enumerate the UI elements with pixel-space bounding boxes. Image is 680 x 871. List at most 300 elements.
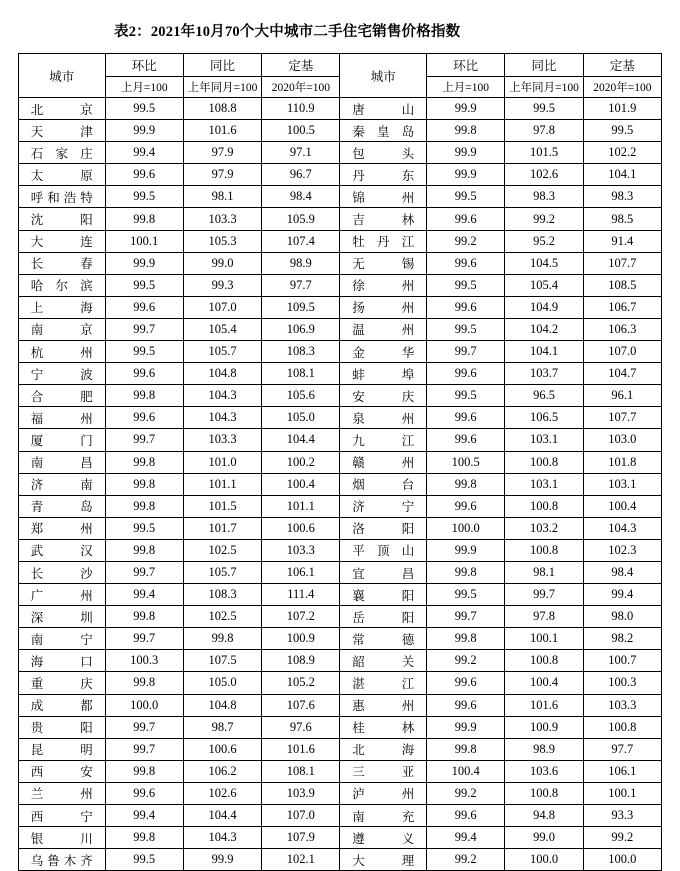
cell-city-left bbox=[19, 473, 106, 495]
cell-mom-right: 99.6 bbox=[427, 208, 505, 230]
cell-city-left bbox=[19, 561, 106, 583]
cell-mom-right: 99.8 bbox=[427, 738, 505, 760]
page-title: 表2：2021年10月70个大中城市二手住宅销售价格指数 bbox=[114, 24, 461, 40]
header-group-base-right: 定基 bbox=[583, 54, 661, 77]
city-name: 桂林 bbox=[352, 721, 415, 736]
cell-base-left: 108.1 bbox=[262, 760, 340, 782]
cell-base-right: 106.1 bbox=[583, 760, 661, 782]
city-name: 太原 bbox=[30, 168, 93, 183]
cell-base-right: 107.7 bbox=[583, 252, 661, 274]
cell-yoy-right: 100.0 bbox=[505, 849, 583, 871]
cell-city-right bbox=[340, 561, 427, 583]
cell-mom-left: 99.7 bbox=[105, 716, 183, 738]
cell-base-left: 105.0 bbox=[262, 407, 340, 429]
cell-base-right: 100.1 bbox=[583, 782, 661, 804]
cell-city-left bbox=[19, 716, 106, 738]
cell-mom-right: 99.6 bbox=[427, 363, 505, 385]
cell-mom-right: 99.8 bbox=[427, 628, 505, 650]
cell-base-right: 91.4 bbox=[583, 230, 661, 252]
table-row bbox=[19, 98, 662, 120]
table-row bbox=[19, 650, 662, 672]
cell-city-right bbox=[340, 606, 427, 628]
cell-yoy-left: 104.8 bbox=[183, 363, 261, 385]
cell-city-right bbox=[340, 495, 427, 517]
cell-base-right: 107.0 bbox=[583, 341, 661, 363]
cell-mom-right: 99.5 bbox=[427, 274, 505, 296]
cell-city-right bbox=[340, 672, 427, 694]
cell-city-left bbox=[19, 782, 106, 804]
cell-city-left bbox=[19, 584, 106, 606]
cell-yoy-right: 100.8 bbox=[505, 495, 583, 517]
cell-yoy-right: 100.9 bbox=[505, 716, 583, 738]
city-name: 济南 bbox=[30, 478, 93, 493]
city-name: 武汉 bbox=[30, 544, 93, 559]
table-row bbox=[19, 672, 662, 694]
table-row bbox=[19, 606, 662, 628]
city-name: 天津 bbox=[30, 124, 93, 139]
cell-city-left bbox=[19, 318, 106, 340]
city-name: 九江 bbox=[352, 433, 415, 448]
cell-base-right: 100.4 bbox=[583, 495, 661, 517]
cell-yoy-right: 103.7 bbox=[505, 363, 583, 385]
table-row bbox=[19, 318, 662, 340]
cell-base-left: 101.1 bbox=[262, 495, 340, 517]
table-row bbox=[19, 451, 662, 473]
cell-city-right bbox=[340, 142, 427, 164]
city-name: 常德 bbox=[352, 632, 415, 647]
cell-base-left: 107.9 bbox=[262, 827, 340, 849]
table-row bbox=[19, 584, 662, 606]
cell-city-left bbox=[19, 164, 106, 186]
price-index-table bbox=[18, 53, 662, 871]
city-name: 徐州 bbox=[352, 279, 415, 294]
cell-base-left: 108.9 bbox=[262, 650, 340, 672]
header-group-base-left: 定基 bbox=[262, 54, 340, 77]
cell-mom-right: 99.4 bbox=[427, 827, 505, 849]
city-name: 杭州 bbox=[30, 345, 93, 360]
table-body bbox=[19, 98, 662, 871]
cell-city-left bbox=[19, 385, 106, 407]
cell-yoy-right: 96.5 bbox=[505, 385, 583, 407]
cell-base-left: 103.9 bbox=[262, 782, 340, 804]
cell-base-right: 104.1 bbox=[583, 164, 661, 186]
table-row bbox=[19, 252, 662, 274]
cell-mom-left: 99.8 bbox=[105, 760, 183, 782]
city-name: 锦州 bbox=[352, 190, 415, 205]
cell-base-right: 102.2 bbox=[583, 142, 661, 164]
cell-mom-left: 99.9 bbox=[105, 120, 183, 142]
city-name: 西宁 bbox=[30, 809, 93, 824]
cell-base-right: 99.4 bbox=[583, 584, 661, 606]
cell-yoy-left: 101.5 bbox=[183, 495, 261, 517]
cell-city-left bbox=[19, 230, 106, 252]
city-name: 海口 bbox=[30, 654, 93, 669]
cell-city-left bbox=[19, 429, 106, 451]
cell-yoy-right: 103.1 bbox=[505, 429, 583, 451]
cell-yoy-left: 108.8 bbox=[183, 98, 261, 120]
cell-city-right bbox=[340, 782, 427, 804]
city-name: 襄阳 bbox=[352, 588, 415, 603]
cell-yoy-left: 105.7 bbox=[183, 341, 261, 363]
cell-city-left bbox=[19, 805, 106, 827]
cell-city-right bbox=[340, 164, 427, 186]
header-city-left: 城市 bbox=[19, 54, 106, 98]
cell-yoy-left: 104.3 bbox=[183, 827, 261, 849]
cell-mom-left: 99.7 bbox=[105, 429, 183, 451]
header-sub-yoy-right: 上年同月=100 bbox=[505, 77, 583, 98]
cell-mom-right: 99.8 bbox=[427, 120, 505, 142]
cell-mom-right: 99.6 bbox=[427, 252, 505, 274]
cell-mom-right: 99.5 bbox=[427, 385, 505, 407]
city-name: 南充 bbox=[352, 809, 415, 824]
city-name: 扬州 bbox=[352, 301, 415, 316]
cell-base-left: 98.9 bbox=[262, 252, 340, 274]
cell-mom-right: 99.2 bbox=[427, 782, 505, 804]
table-row bbox=[19, 341, 662, 363]
city-name: 哈尔滨 bbox=[30, 279, 93, 294]
cell-yoy-right: 100.8 bbox=[505, 539, 583, 561]
cell-yoy-left: 102.5 bbox=[183, 606, 261, 628]
cell-mom-left: 99.8 bbox=[105, 672, 183, 694]
cell-mom-left: 99.5 bbox=[105, 341, 183, 363]
table-row bbox=[19, 628, 662, 650]
cell-base-left: 108.1 bbox=[262, 363, 340, 385]
cell-mom-right: 99.5 bbox=[427, 584, 505, 606]
cell-base-left: 101.6 bbox=[262, 738, 340, 760]
header-sub-mom-left: 上月=100 bbox=[105, 77, 183, 98]
cell-yoy-right: 98.3 bbox=[505, 186, 583, 208]
cell-base-right: 106.7 bbox=[583, 296, 661, 318]
cell-mom-left: 99.8 bbox=[105, 473, 183, 495]
cell-city-right bbox=[340, 584, 427, 606]
cell-yoy-right: 100.8 bbox=[505, 650, 583, 672]
cell-city-left bbox=[19, 606, 106, 628]
header-sub-mom-right: 上月=100 bbox=[427, 77, 505, 98]
cell-base-right: 100.0 bbox=[583, 849, 661, 871]
cell-mom-left: 99.4 bbox=[105, 142, 183, 164]
cell-yoy-left: 97.9 bbox=[183, 142, 261, 164]
cell-base-left: 97.6 bbox=[262, 716, 340, 738]
cell-yoy-right: 99.7 bbox=[505, 584, 583, 606]
cell-yoy-right: 99.0 bbox=[505, 827, 583, 849]
cell-city-left bbox=[19, 672, 106, 694]
city-name: 烟台 bbox=[352, 478, 415, 493]
cell-yoy-left: 107.5 bbox=[183, 650, 261, 672]
cell-mom-left: 99.7 bbox=[105, 628, 183, 650]
table-row bbox=[19, 495, 662, 517]
cell-mom-left: 99.5 bbox=[105, 98, 183, 120]
cell-base-left: 97.1 bbox=[262, 142, 340, 164]
cell-base-left: 100.6 bbox=[262, 517, 340, 539]
cell-base-left: 111.4 bbox=[262, 584, 340, 606]
cell-city-left bbox=[19, 539, 106, 561]
cell-yoy-left: 101.1 bbox=[183, 473, 261, 495]
cell-city-left bbox=[19, 738, 106, 760]
cell-city-left bbox=[19, 827, 106, 849]
cell-city-right bbox=[340, 738, 427, 760]
city-name: 青岛 bbox=[30, 500, 93, 515]
table-row bbox=[19, 385, 662, 407]
cell-city-right bbox=[340, 517, 427, 539]
cell-mom-right: 99.5 bbox=[427, 318, 505, 340]
cell-mom-left: 99.5 bbox=[105, 517, 183, 539]
cell-base-left: 107.0 bbox=[262, 805, 340, 827]
city-name: 昆明 bbox=[30, 743, 93, 758]
city-name: 蚌埠 bbox=[352, 367, 415, 382]
cell-city-left bbox=[19, 694, 106, 716]
table-row bbox=[19, 539, 662, 561]
city-name: 沈阳 bbox=[30, 213, 93, 228]
header-group-yoy-left: 同比 bbox=[183, 54, 261, 77]
cell-yoy-left: 99.0 bbox=[183, 252, 261, 274]
cell-city-left bbox=[19, 186, 106, 208]
cell-mom-left: 99.5 bbox=[105, 849, 183, 871]
cell-base-left: 110.9 bbox=[262, 98, 340, 120]
table-row bbox=[19, 208, 662, 230]
cell-base-left: 98.4 bbox=[262, 186, 340, 208]
cell-base-right: 100.8 bbox=[583, 716, 661, 738]
table-row bbox=[19, 738, 662, 760]
table-row bbox=[19, 716, 662, 738]
city-name: 济宁 bbox=[352, 500, 415, 515]
cell-city-right bbox=[340, 473, 427, 495]
cell-yoy-right: 103.6 bbox=[505, 760, 583, 782]
cell-yoy-right: 100.4 bbox=[505, 672, 583, 694]
cell-base-right: 98.0 bbox=[583, 606, 661, 628]
cell-city-right bbox=[340, 318, 427, 340]
cell-yoy-left: 104.8 bbox=[183, 694, 261, 716]
cell-mom-right: 99.5 bbox=[427, 186, 505, 208]
cell-base-right: 101.8 bbox=[583, 451, 661, 473]
cell-city-right bbox=[340, 274, 427, 296]
cell-mom-right: 99.8 bbox=[427, 561, 505, 583]
cell-yoy-right: 98.9 bbox=[505, 738, 583, 760]
table-row bbox=[19, 407, 662, 429]
cell-yoy-right: 104.9 bbox=[505, 296, 583, 318]
city-name: 洛阳 bbox=[352, 522, 415, 537]
cell-mom-left: 99.6 bbox=[105, 296, 183, 318]
cell-city-right bbox=[340, 628, 427, 650]
header-group-yoy-right: 同比 bbox=[505, 54, 583, 77]
cell-base-right: 108.5 bbox=[583, 274, 661, 296]
city-name: 南昌 bbox=[30, 456, 93, 471]
city-name: 遵义 bbox=[352, 831, 415, 846]
cell-base-left: 109.5 bbox=[262, 296, 340, 318]
city-name: 韶关 bbox=[352, 654, 415, 669]
city-name: 厦门 bbox=[30, 433, 93, 448]
cell-mom-left: 99.6 bbox=[105, 363, 183, 385]
cell-yoy-right: 103.1 bbox=[505, 473, 583, 495]
cell-city-right bbox=[340, 694, 427, 716]
table-row bbox=[19, 805, 662, 827]
cell-mom-left: 99.8 bbox=[105, 539, 183, 561]
city-name: 湛江 bbox=[352, 676, 415, 691]
city-name: 安庆 bbox=[352, 389, 415, 404]
cell-mom-right: 99.6 bbox=[427, 296, 505, 318]
header-sub-base-right: 2020年=100 bbox=[583, 77, 661, 98]
cell-mom-left: 99.6 bbox=[105, 407, 183, 429]
cell-mom-left: 100.3 bbox=[105, 650, 183, 672]
cell-mom-left: 99.8 bbox=[105, 827, 183, 849]
cell-yoy-right: 104.2 bbox=[505, 318, 583, 340]
cell-yoy-left: 104.4 bbox=[183, 805, 261, 827]
cell-base-right: 98.4 bbox=[583, 561, 661, 583]
cell-mom-right: 99.6 bbox=[427, 694, 505, 716]
cell-yoy-left: 100.6 bbox=[183, 738, 261, 760]
cell-yoy-left: 105.7 bbox=[183, 561, 261, 583]
city-name: 泉州 bbox=[352, 411, 415, 426]
city-name: 惠州 bbox=[352, 699, 415, 714]
cell-city-right bbox=[340, 252, 427, 274]
city-name: 包头 bbox=[352, 146, 415, 161]
table-row bbox=[19, 561, 662, 583]
cell-mom-left: 99.6 bbox=[105, 164, 183, 186]
city-name: 兰州 bbox=[30, 787, 93, 802]
cell-mom-left: 99.5 bbox=[105, 274, 183, 296]
city-name: 南京 bbox=[30, 323, 93, 338]
cell-mom-right: 99.7 bbox=[427, 341, 505, 363]
cell-base-left: 108.3 bbox=[262, 341, 340, 363]
cell-base-left: 105.9 bbox=[262, 208, 340, 230]
cell-base-right: 100.7 bbox=[583, 650, 661, 672]
cell-yoy-left: 99.3 bbox=[183, 274, 261, 296]
cell-base-left: 100.2 bbox=[262, 451, 340, 473]
city-name: 南宁 bbox=[30, 632, 93, 647]
city-name: 平顶山 bbox=[352, 544, 415, 559]
cell-base-right: 104.7 bbox=[583, 363, 661, 385]
cell-city-left bbox=[19, 363, 106, 385]
table-row bbox=[19, 473, 662, 495]
cell-yoy-right: 104.5 bbox=[505, 252, 583, 274]
header-group-mom-right: 环比 bbox=[427, 54, 505, 77]
cell-city-right bbox=[340, 539, 427, 561]
cell-mom-right: 100.5 bbox=[427, 451, 505, 473]
cell-city-right bbox=[340, 827, 427, 849]
cell-yoy-left: 104.3 bbox=[183, 385, 261, 407]
cell-mom-left: 100.0 bbox=[105, 694, 183, 716]
cell-city-right bbox=[340, 230, 427, 252]
city-name: 北海 bbox=[352, 743, 415, 758]
cell-city-right bbox=[340, 341, 427, 363]
city-name: 重庆 bbox=[30, 676, 93, 691]
cell-mom-right: 99.7 bbox=[427, 606, 505, 628]
cell-base-right: 103.0 bbox=[583, 429, 661, 451]
cell-yoy-right: 94.8 bbox=[505, 805, 583, 827]
table-row bbox=[19, 760, 662, 782]
city-name: 宜昌 bbox=[352, 566, 415, 581]
cell-yoy-right: 104.1 bbox=[505, 341, 583, 363]
cell-base-left: 106.1 bbox=[262, 561, 340, 583]
city-name: 深圳 bbox=[30, 610, 93, 625]
cell-base-right: 103.3 bbox=[583, 694, 661, 716]
city-name: 岳阳 bbox=[352, 610, 415, 625]
city-name: 上海 bbox=[30, 301, 93, 316]
cell-base-right: 98.3 bbox=[583, 186, 661, 208]
cell-city-left bbox=[19, 517, 106, 539]
cell-base-left: 105.6 bbox=[262, 385, 340, 407]
cell-mom-right: 99.9 bbox=[427, 539, 505, 561]
city-name: 丹东 bbox=[352, 168, 415, 183]
cell-city-right bbox=[340, 429, 427, 451]
cell-mom-right: 99.6 bbox=[427, 407, 505, 429]
table-header bbox=[19, 54, 662, 98]
table-row bbox=[19, 120, 662, 142]
cell-city-right bbox=[340, 451, 427, 473]
cell-mom-left: 99.7 bbox=[105, 738, 183, 760]
cell-yoy-right: 101.6 bbox=[505, 694, 583, 716]
city-name: 长春 bbox=[30, 257, 93, 272]
cell-base-right: 99.2 bbox=[583, 827, 661, 849]
city-name: 牡丹江 bbox=[352, 235, 415, 250]
cell-mom-left: 99.8 bbox=[105, 451, 183, 473]
cell-city-right bbox=[340, 760, 427, 782]
cell-yoy-right: 103.2 bbox=[505, 517, 583, 539]
city-name: 广州 bbox=[30, 588, 93, 603]
cell-mom-right: 100.4 bbox=[427, 760, 505, 782]
cell-mom-left: 99.4 bbox=[105, 584, 183, 606]
table-row bbox=[19, 517, 662, 539]
cell-mom-right: 99.9 bbox=[427, 142, 505, 164]
cell-city-left bbox=[19, 650, 106, 672]
cell-city-right bbox=[340, 208, 427, 230]
cell-city-left bbox=[19, 407, 106, 429]
cell-mom-right: 99.8 bbox=[427, 473, 505, 495]
cell-yoy-left: 102.5 bbox=[183, 539, 261, 561]
cell-mom-right: 99.2 bbox=[427, 849, 505, 871]
cell-mom-left: 99.8 bbox=[105, 606, 183, 628]
city-name: 成都 bbox=[30, 699, 93, 714]
cell-yoy-right: 102.6 bbox=[505, 164, 583, 186]
cell-base-left: 103.3 bbox=[262, 539, 340, 561]
cell-city-left bbox=[19, 274, 106, 296]
cell-base-left: 107.6 bbox=[262, 694, 340, 716]
cell-yoy-left: 98.7 bbox=[183, 716, 261, 738]
cell-city-right bbox=[340, 849, 427, 871]
cell-base-right: 96.1 bbox=[583, 385, 661, 407]
cell-base-left: 97.7 bbox=[262, 274, 340, 296]
cell-base-left: 107.4 bbox=[262, 230, 340, 252]
cell-mom-right: 100.0 bbox=[427, 517, 505, 539]
cell-yoy-left: 105.4 bbox=[183, 318, 261, 340]
cell-mom-right: 99.6 bbox=[427, 805, 505, 827]
cell-mom-left: 99.8 bbox=[105, 495, 183, 517]
cell-base-left: 106.9 bbox=[262, 318, 340, 340]
cell-base-left: 100.9 bbox=[262, 628, 340, 650]
cell-yoy-left: 99.8 bbox=[183, 628, 261, 650]
cell-yoy-left: 102.6 bbox=[183, 782, 261, 804]
city-name: 北京 bbox=[30, 102, 93, 117]
cell-city-left bbox=[19, 849, 106, 871]
cell-yoy-right: 98.1 bbox=[505, 561, 583, 583]
cell-yoy-left: 101.6 bbox=[183, 120, 261, 142]
cell-yoy-left: 98.1 bbox=[183, 186, 261, 208]
cell-mom-left: 99.4 bbox=[105, 805, 183, 827]
cell-city-right bbox=[340, 805, 427, 827]
table-row bbox=[19, 142, 662, 164]
cell-mom-left: 100.1 bbox=[105, 230, 183, 252]
city-name: 银川 bbox=[30, 831, 93, 846]
cell-city-right bbox=[340, 650, 427, 672]
cell-base-right: 101.9 bbox=[583, 98, 661, 120]
city-name: 呼和浩特 bbox=[30, 190, 93, 205]
cell-city-left bbox=[19, 495, 106, 517]
cell-yoy-left: 105.0 bbox=[183, 672, 261, 694]
cell-base-right: 103.1 bbox=[583, 473, 661, 495]
header-group-mom-left: 环比 bbox=[105, 54, 183, 77]
city-name: 金华 bbox=[352, 345, 415, 360]
city-name: 郑州 bbox=[30, 522, 93, 537]
header-sub-base-left: 2020年=100 bbox=[262, 77, 340, 98]
